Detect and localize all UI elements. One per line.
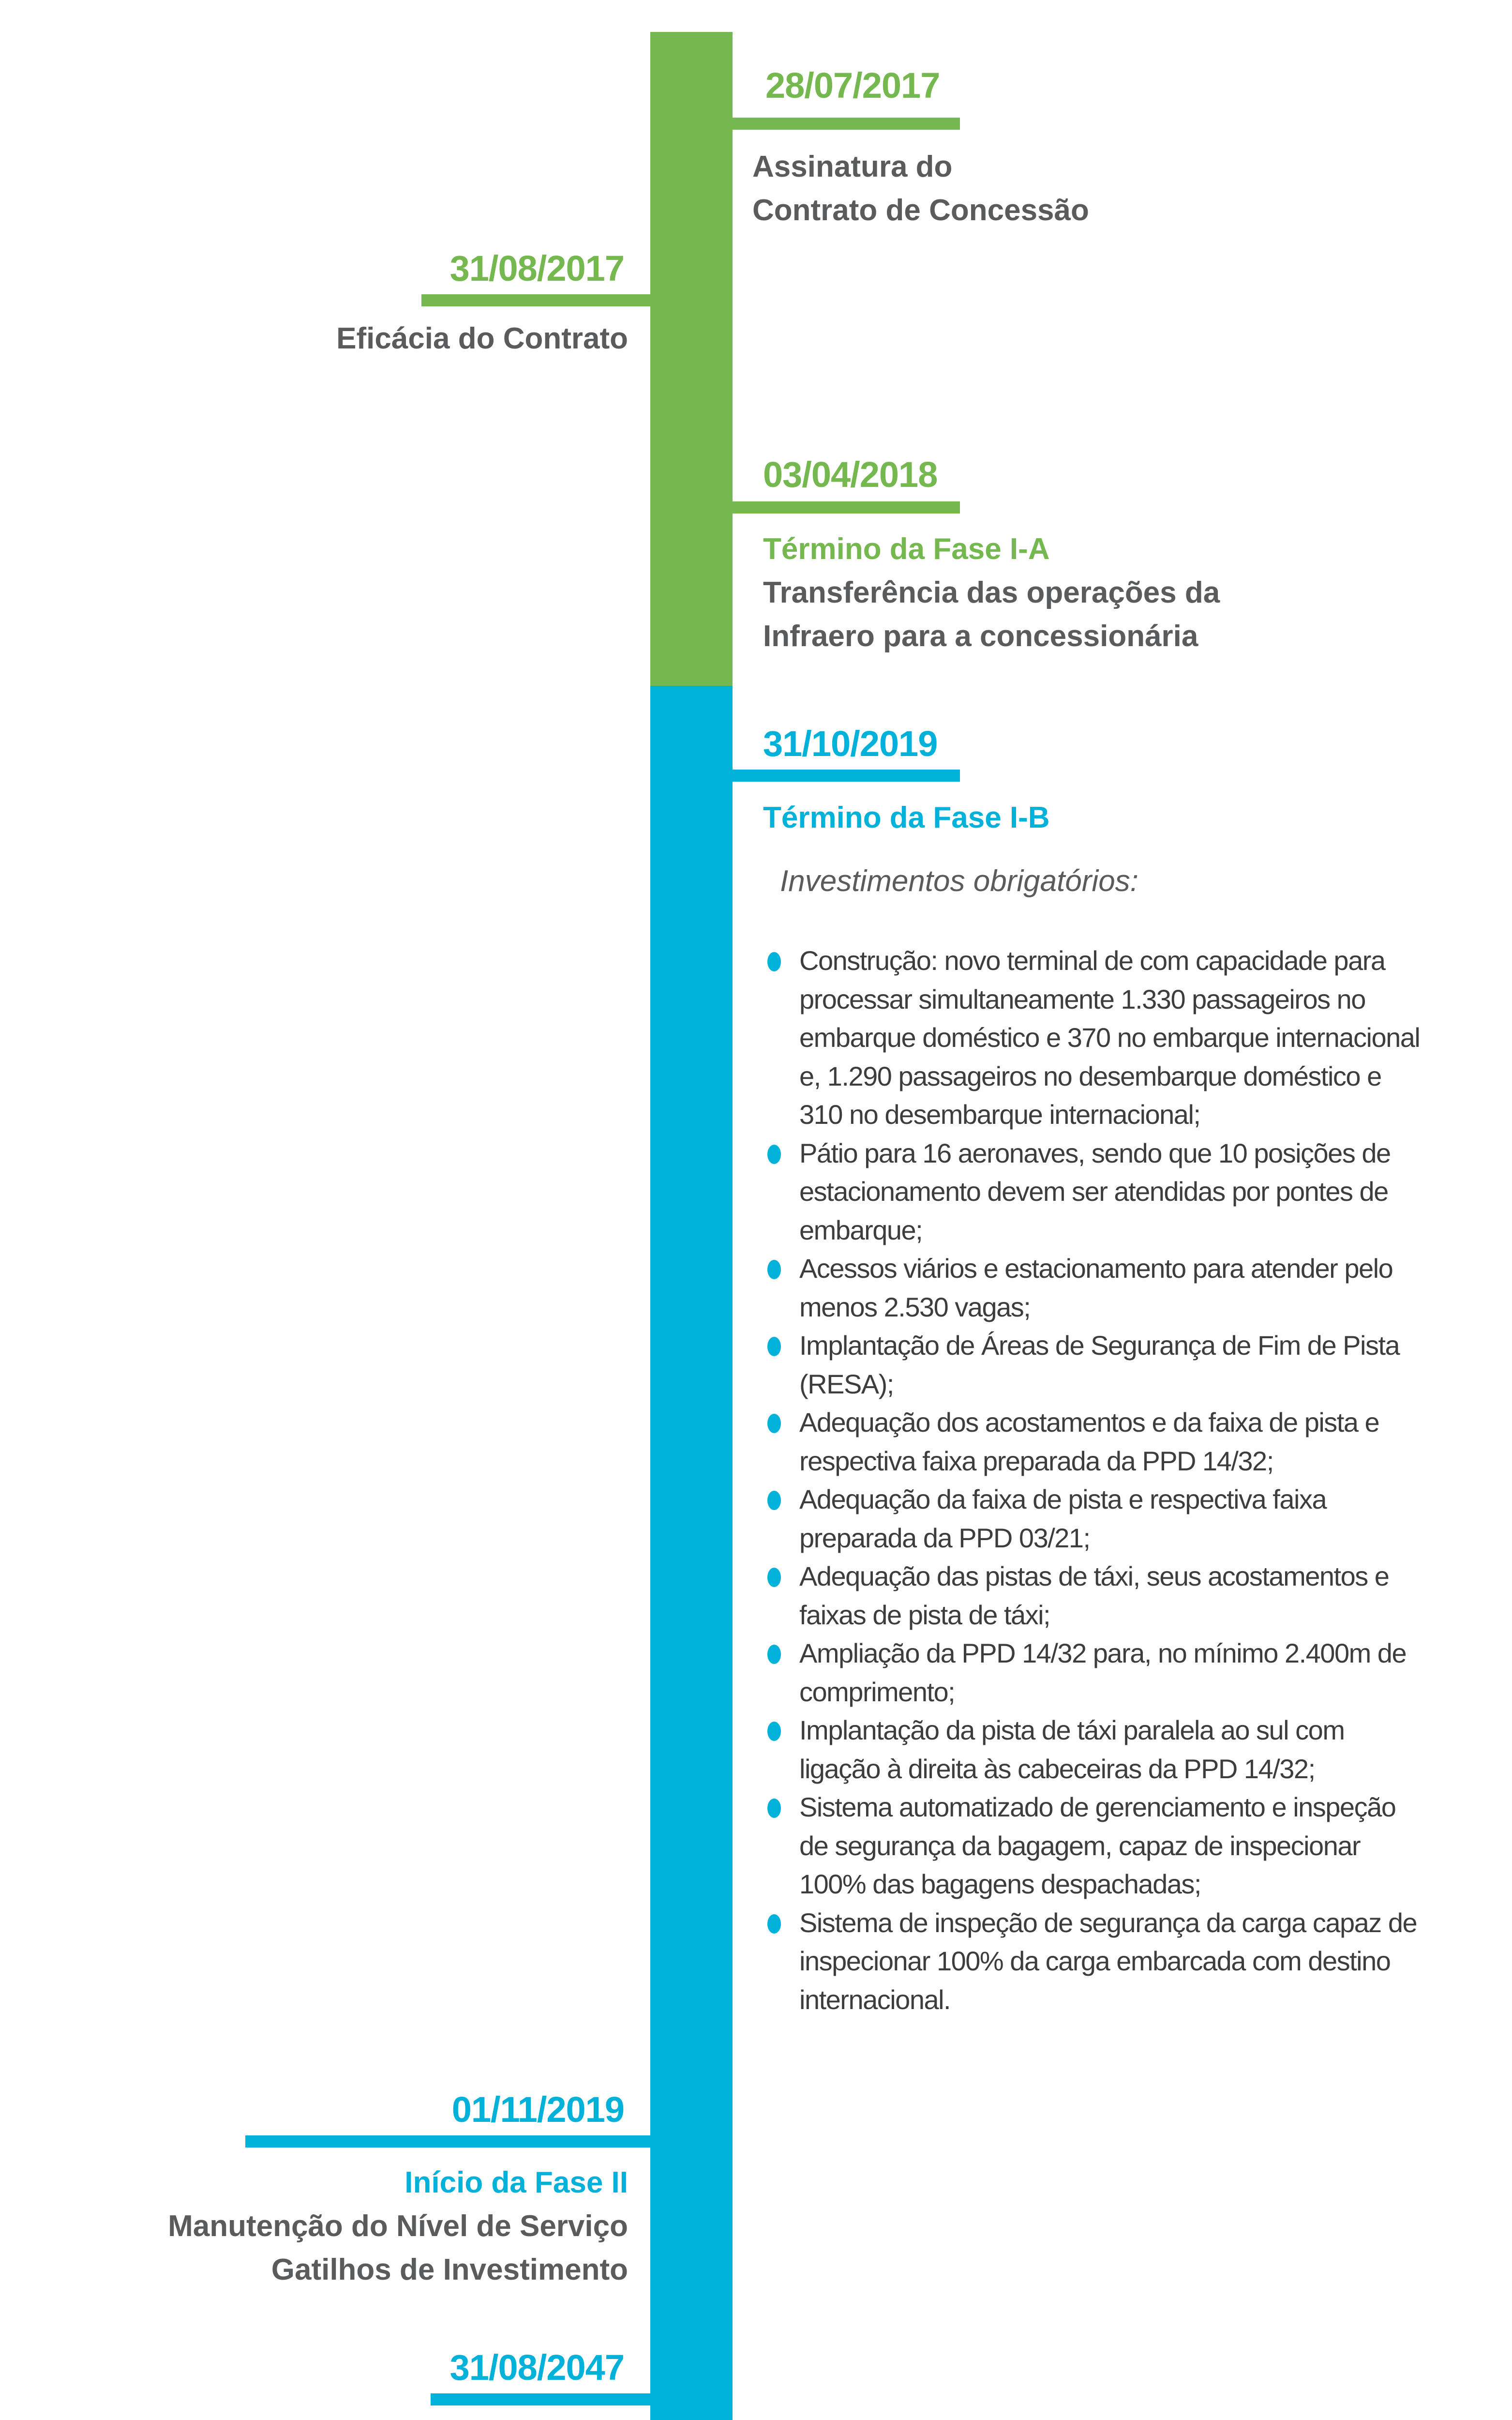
list-item bbox=[755, 1904, 1422, 2019]
list-item-text: Implantação da pista de táxi paralela ao sul com ligação à direita às cabeceiras da PPD 14/32; bbox=[799, 1715, 1345, 1784]
bullet-icon bbox=[767, 1914, 781, 1934]
list-item bbox=[755, 1711, 1422, 1788]
event-date: 28/07/2017 bbox=[765, 65, 940, 106]
list-item-text: Sistema automatizado de gerenciamento e inspeção de segurança da bagagem, capaz de inspecionar 100% das bagagens despachadas; bbox=[799, 1792, 1396, 1900]
timeline-tick bbox=[733, 118, 960, 130]
list-item bbox=[755, 1557, 1422, 1634]
timeline-tick bbox=[733, 501, 960, 514]
list-item bbox=[755, 1480, 1422, 1557]
event-title bbox=[145, 317, 628, 361]
list-item-text: Adequação das pistas de táxi, seus acostamentos e faixas de pista de táxi; bbox=[799, 1561, 1389, 1630]
event-date: 01/11/2019 bbox=[451, 2089, 624, 2130]
event-phase: Início da Fase II bbox=[404, 2166, 628, 2199]
event-title-line: Infraero para a concessionária bbox=[763, 619, 1198, 653]
list-item-text: Ampliação da PPD 14/32 para, no mínimo 2.400m de comprimento; bbox=[799, 1638, 1407, 1707]
bullet-icon bbox=[767, 1645, 781, 1664]
event-phase: Término da Fase I-B bbox=[763, 801, 1050, 834]
timeline-bar-phase-1b-2 bbox=[650, 686, 733, 2420]
event-date: 31/08/2017 bbox=[449, 248, 624, 288]
bullet-icon bbox=[767, 1145, 781, 1164]
event-title-line: Eficácia do Contrato bbox=[336, 322, 628, 355]
list-item-text: Acessos viários e estacionamento para atender pelo menos 2.530 vagas; bbox=[799, 1253, 1393, 1322]
timeline-bar-phase-1a bbox=[650, 32, 733, 686]
bullet-icon bbox=[767, 1568, 781, 1587]
bullet-icon bbox=[767, 952, 781, 971]
list-item-text: Pátio para 16 aeronaves, sendo que 10 posições de estacionamento devem ser atendidas por pontes de embarque; bbox=[799, 1137, 1391, 1245]
event-phase: Término da Fase I-A bbox=[763, 532, 1050, 566]
bullet-icon bbox=[767, 1722, 781, 1741]
list-item-text: Adequação dos acostamentos e da faixa de pista e respectiva faixa preparada da PPD 14/32; bbox=[799, 1407, 1379, 1476]
list-item bbox=[755, 1249, 1422, 1326]
bullet-icon bbox=[767, 1799, 781, 1818]
bullet-icon bbox=[767, 1260, 781, 1279]
bullet-icon bbox=[767, 1337, 781, 1356]
event-title bbox=[763, 528, 1220, 658]
investments-intro: Investimentos obrigatórios: bbox=[780, 864, 1138, 898]
list-item bbox=[755, 1134, 1422, 1250]
event-title-line: Transferência das operações da bbox=[763, 575, 1220, 609]
investments-list bbox=[755, 941, 1422, 2019]
list-item bbox=[755, 941, 1422, 1134]
list-item bbox=[755, 1403, 1422, 1480]
timeline-tick bbox=[431, 2393, 650, 2405]
timeline-tick bbox=[245, 2135, 650, 2148]
event-title bbox=[752, 145, 1089, 232]
event-date: 31/10/2019 bbox=[763, 724, 938, 764]
bullet-icon bbox=[767, 1414, 781, 1433]
list-item bbox=[755, 1788, 1422, 1904]
event-title bbox=[97, 2161, 628, 2292]
event-title-line: Contrato de Concessão bbox=[752, 193, 1089, 227]
list-item-text: Construção: novo terminal de com capacidade para processar simultaneamente 1.330 passageiros no embarque doméstico e 370 no embarque internacional e, 1.290 passageiros no desembarque doméstico e 310 no desembarque internacional; bbox=[799, 945, 1420, 1130]
event-title bbox=[763, 796, 1050, 840]
event-date: 03/04/2018 bbox=[763, 454, 938, 495]
list-item-text: Adequação da faixa de pista e respectiva faixa preparada da PPD 03/21; bbox=[799, 1484, 1327, 1553]
bullet-icon bbox=[767, 1491, 781, 1510]
timeline-tick bbox=[421, 294, 650, 306]
event-title-line: Assinatura do bbox=[752, 150, 953, 183]
list-item-text: Implantação de Áreas de Segurança de Fim de Pista (RESA); bbox=[799, 1330, 1400, 1399]
list-item bbox=[755, 1326, 1422, 1403]
event-title-line: Manutenção do Nível de Serviço bbox=[168, 2209, 628, 2243]
list-item-text: Sistema de inspeção de segurança da carga capaz de inspecionar 100% da carga embarcada com destino internacional. bbox=[799, 1907, 1417, 2015]
event-date: 31/08/2047 bbox=[449, 2347, 624, 2388]
list-item bbox=[755, 1634, 1422, 1711]
event-title-line: Gatilhos de Investimento bbox=[271, 2253, 628, 2286]
timeline-tick bbox=[733, 770, 960, 782]
